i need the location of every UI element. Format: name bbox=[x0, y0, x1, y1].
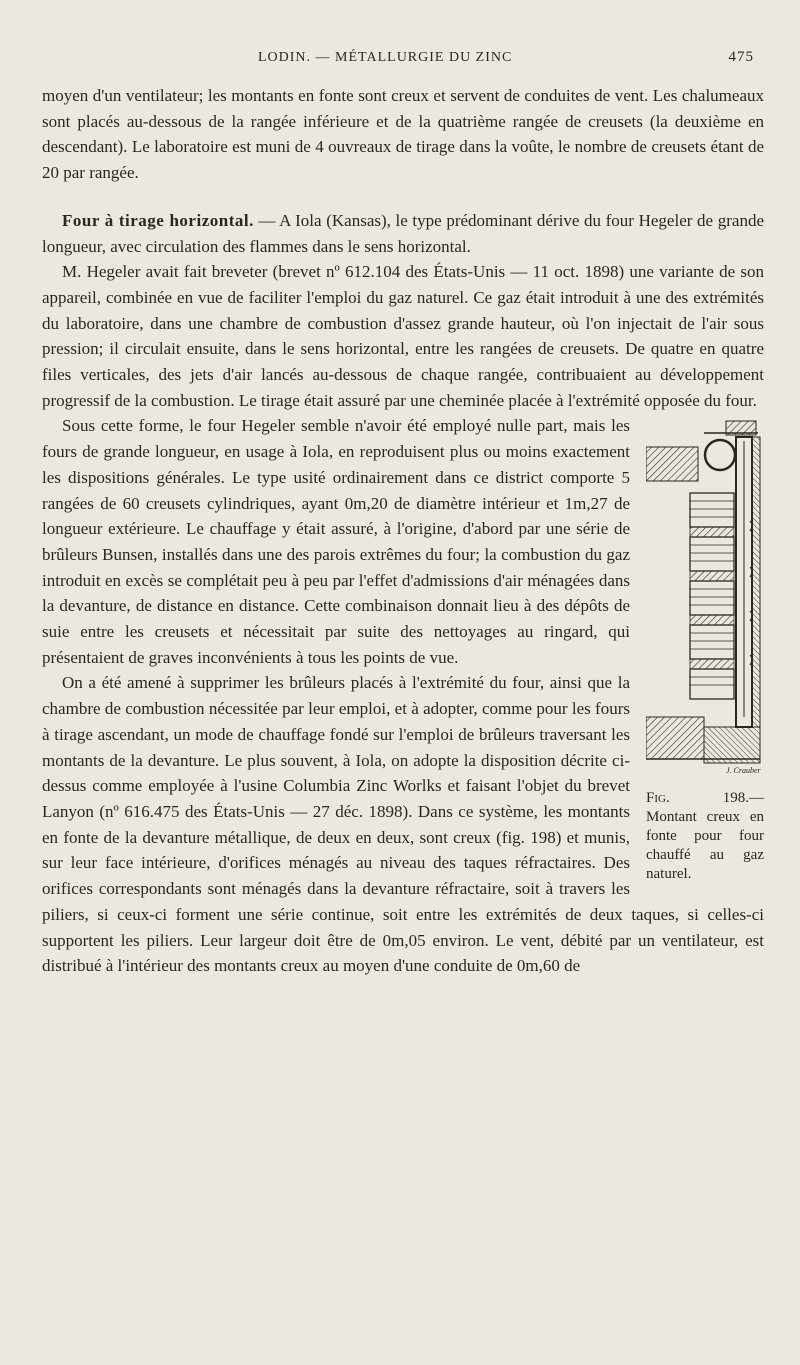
paragraph-2 bbox=[42, 208, 764, 259]
section-title: Four à tirage horizontal. bbox=[62, 210, 254, 230]
page-number: 475 bbox=[728, 49, 754, 65]
main-text bbox=[42, 83, 764, 979]
figure-198 bbox=[646, 417, 764, 885]
figure-caption-text: — Montant creux en fonte pour four chauffé au gaz naturel. bbox=[646, 790, 764, 883]
paragraph-5: On a été amené à supprimer les brûleurs placés à l'extrémité du four, ainsi que la chambre de combustion nécessitée par leur emploi, et à adopter, comme pour les fours à tirage ascendant, un mode de chauffage fondé sur l'emploi de brûleurs traversant les montants de la devanture. Le plus souvent, à Iola, on adopte la disposition décrite ci-dessus comme employée à l'usine Columbia Zinc Worlks et faisant l'objet du brevet Lanyon (nº 616.475 des États-Unis — 27 déc. 1898). Dans ce système, les montants en fonte de la devanture métallique, de deux en deux, sont creux (fig. 198) et munis, sur leur face intérieure, d'orifices ménagés au niveau des taques réfractaires. Des orifices correspondants sont ménagés dans la devanture réfractaire, soit à travers les piliers, si ceux-ci forment une série continue, soit entre les extrémités de deux taques, si celles-ci supportent les piliers. Leur largeur doit être de 0m,05 environ. Le vent, débité par un ventilateur, est distribué à l'intérieur des montants creux au moyen d'une conduite de 0m,60 de bbox=[42, 673, 764, 976]
figure-label: Fig. 198. bbox=[646, 790, 749, 807]
running-title: LODIN. — MÉTALLURGIE DU ZINC bbox=[258, 50, 513, 65]
figure-caption bbox=[646, 789, 764, 884]
paragraph-3: M. Hegeler avait fait breveter (brevet nº 612.104 des États-Unis — 11 oct. 1898) une variante de son appareil, combinée en vue de faciliter l'emploi du gaz naturel. Ce gaz était introduit à une des extrémités du laboratoire, dans une chambre de combustion d'assez grande hauteur, où l'on injectait de l'air sous pression; il circulait ensuite, dans le sens horizontal, entre les rangées de creusets. De quatre en quatre files verticales, des jets d'air lancés au-dessous de chaque rangée, contribuaient au développement progressif de la combustion. Le tirage était assuré par une cheminée placée à l'extrémité opposée du four. bbox=[42, 262, 764, 410]
running-head bbox=[40, 46, 760, 70]
paragraph-4: Sous cette forme, le four Hegeler semble n'avoir été employé nulle part, mais les fours de grande longueur, en usage à Iola, en reproduisent plus ou moins exactement les dispositions générales. Le type usité ordinairement dans ce district comporte 5 rangées de 60 creusets cylindriques, ayant 0m,20 de diamètre intérieur et 1m,27 de longueur extérieure. Le chauffage y était assuré, à l'origine, d'abord par une série de brûleurs Bunsen, installés dans une des parois extrêmes du four; la combustion du gaz introduit en excès se complétait peu à peu par l'effet d'admissions d'air ménagées dans la devanture, de distance en distance. Cette combinaison donnait lieu à des dépôts de suie entre les creusets et nécessitait par suite des nettoyages au ringard, qui présentaient de graves inconvénients à tous les points de vue. bbox=[42, 416, 630, 667]
paragraph-1: moyen d'un ventilateur; les montants en fonte sont creux et servent de conduites de vent. Les chalumeaux sont placés au-dessous de la rangée inférieure et de la quatrième rangée de creusets (la deuxième en descendant). Le laboratoire est muni de 4 ouvreaux de tirage dans la voûte, le nombre de creusets étant de 20 par rangée. bbox=[42, 86, 764, 183]
paragraph-2-text: — A Iola (Kansas), le type prédominant dérive du four Hegeler de grande longueur, avec circulation des flammes dans le sens horizontal. bbox=[42, 210, 764, 256]
engraver-signature: J. Crauber bbox=[726, 766, 761, 776]
hollow-upright-drawing bbox=[646, 417, 764, 785]
